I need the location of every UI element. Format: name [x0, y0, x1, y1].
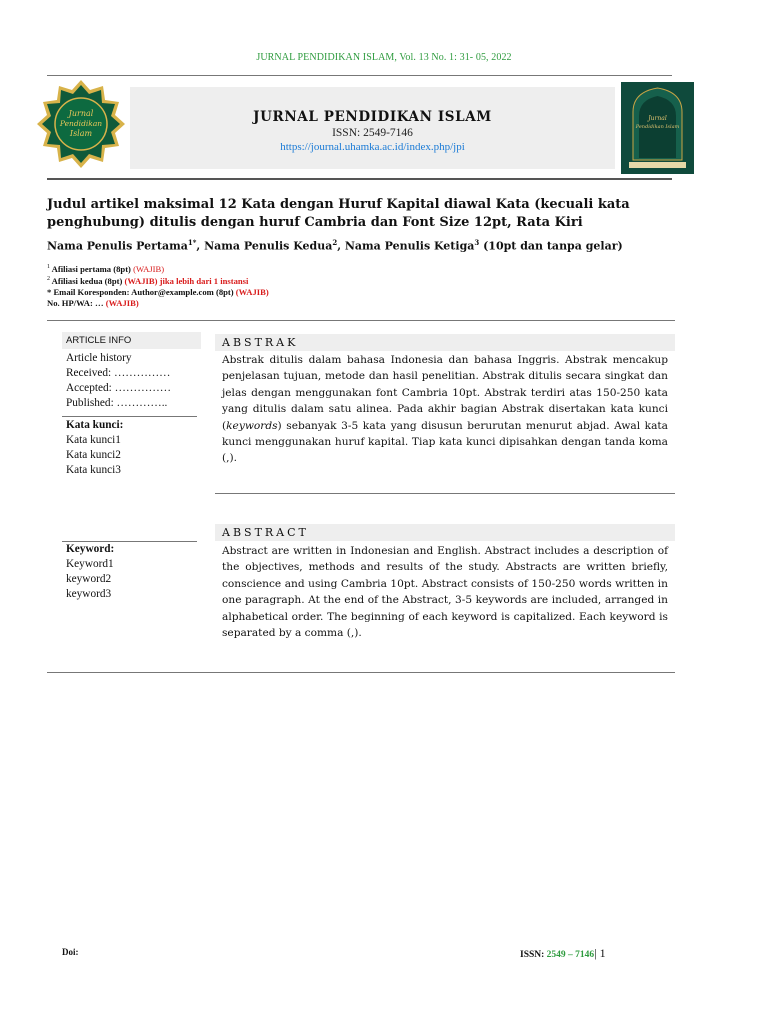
keyword-item: keyword3	[66, 588, 112, 600]
author-2-sup: 2	[332, 238, 338, 247]
header-bottom-rule	[47, 178, 672, 180]
corresponding-email	[47, 287, 269, 297]
keyword-item: keyword2	[66, 573, 112, 585]
affiliation-2-sup: 2	[47, 276, 50, 283]
abstrak-text	[222, 352, 668, 467]
article-info-heading: ARTICLE INFO	[62, 332, 201, 349]
author-line	[47, 238, 667, 253]
journal-issn: ISSN: 2549-7146	[332, 127, 413, 139]
affiliation-2-required: (WAJIB) jika lebih dari 1 instansi	[124, 276, 249, 286]
phone-required: (WAJIB)	[105, 298, 139, 308]
kata-kunci-item: Kata kunci1	[66, 434, 121, 446]
header-top-rule	[47, 75, 672, 76]
author-2: , Nama Penulis Kedua	[196, 239, 333, 253]
keyword-label: Keyword:	[66, 543, 115, 555]
abstrak-bottom-rule	[215, 493, 675, 494]
accepted-date: Accepted: ……………	[66, 382, 172, 394]
kata-kunci-item: Kata kunci3	[66, 464, 121, 476]
affiliation-1	[47, 264, 164, 274]
journal-url-link[interactable]: https://journal.uhamka.ac.id/index.php/jpi	[280, 141, 465, 153]
journal-cover-image	[621, 82, 694, 174]
affiliation-1-text: Afiliasi pertama (8pt)	[50, 264, 134, 274]
keyword-item: Keyword1	[66, 558, 114, 570]
masthead	[130, 87, 615, 169]
received-date: Received: ……………	[66, 367, 171, 379]
phone-line	[47, 298, 139, 308]
article-title: Judul artikel maksimal 12 Kata dengan Huruf Kapital diawal Kata (kecuali kata penghubung) ditulis dengan huruf Cambria dan Font Size 12pt, Rata Kiri	[47, 197, 630, 230]
author-1: Nama Penulis Pertama	[47, 239, 188, 253]
journal-title: JURNAL PENDIDIKAN ISLAM	[253, 109, 492, 125]
logo-text-1: Jurnal	[68, 109, 94, 118]
abstrak-text-part-1: Abstrak ditulis dalam bahasa Indonesia dan bahasa Inggris. Abstrak mencakup penjelasan tujuan, metode dan hasil penelitian. Abstrak ditulis secara singkat dan jelas dengan menggunakan font Cambria 10pt. Abstrak terdiri atas 150-250 kata yang ditulis dalam satu alinea. Pada akhir bagian Abstrak disertakan kata kunci (	[222, 354, 668, 432]
abstrak-heading: ABSTRAK	[215, 334, 675, 351]
logo-text-2: Pendidikan	[59, 119, 103, 128]
footer-issn-label: ISSN:	[520, 950, 547, 960]
footer-issn-value: 2549 – 7146	[546, 950, 595, 960]
affiliation-1-required: (WAJIB)	[133, 264, 165, 274]
running-head: JURNAL PENDIDIKAN ISLAM, Vol. 13 No. 1: 31- 05, 2022	[256, 52, 512, 63]
published-date: Published: …………..	[66, 397, 168, 409]
abstract-text: Abstract are written in Indonesian and English. Abstract includes a description of the objectives, methods and results of the study. Abstracts are written briefly, conscience and using Cambria 10pt. Abstract consists of 150-250 words written in one paragraph. At the end of the Abstract, 3-5 keywords are included, arranged in alphabetical order. The beginning of each keyword is capitalized. Each keyword is separated by a comma (,).	[222, 545, 668, 640]
article-history: Article history	[66, 352, 132, 364]
cover-text-2: Pendidikan Islam	[635, 124, 680, 130]
kata-kunci-label: Kata kunci:	[66, 419, 124, 431]
affiliation-1-sup: 1	[47, 264, 50, 271]
abstract-heading: ABSTRACT	[215, 524, 675, 541]
affiliation-2	[47, 276, 248, 286]
page-number: | 1	[594, 946, 606, 960]
corresponding-email-required: (WAJIB)	[235, 287, 269, 297]
section-rule-bottom	[47, 672, 675, 673]
section-rule-top	[47, 320, 675, 321]
author-3-sup: 3	[474, 238, 480, 247]
phone-text: No. HP/WA: …	[47, 298, 106, 308]
logo-text-3: Islam	[69, 129, 93, 138]
affiliation-2-text: Afiliasi kedua (8pt)	[50, 276, 125, 286]
abstrak-keywords-term: keywords	[226, 419, 278, 432]
journal-logo	[34, 78, 128, 170]
keyword-divider	[62, 541, 197, 542]
kata-kunci-item: Kata kunci2	[66, 449, 121, 461]
author-3: , Nama Penulis Ketiga	[337, 239, 475, 253]
corresponding-email-text: * Email Koresponden: Author@example.com (8pt)	[47, 287, 236, 297]
cover-text-1: Jurnal	[648, 115, 667, 122]
author-note: (10pt dan tanpa gelar)	[479, 239, 623, 253]
abstrak-text-part-2: ) sebanyak 3-5 kata yang disusun berurutan menurut abjad. Awal kata kunci menggunakan huruf kapital. Tiap kata kunci dipisahkan dengan tanda koma (,).	[222, 419, 668, 465]
footer-doi: Doi:	[62, 947, 79, 957]
footer-issn	[520, 946, 606, 961]
author-1-sup: 1*	[187, 238, 197, 247]
info-divider	[62, 416, 197, 417]
